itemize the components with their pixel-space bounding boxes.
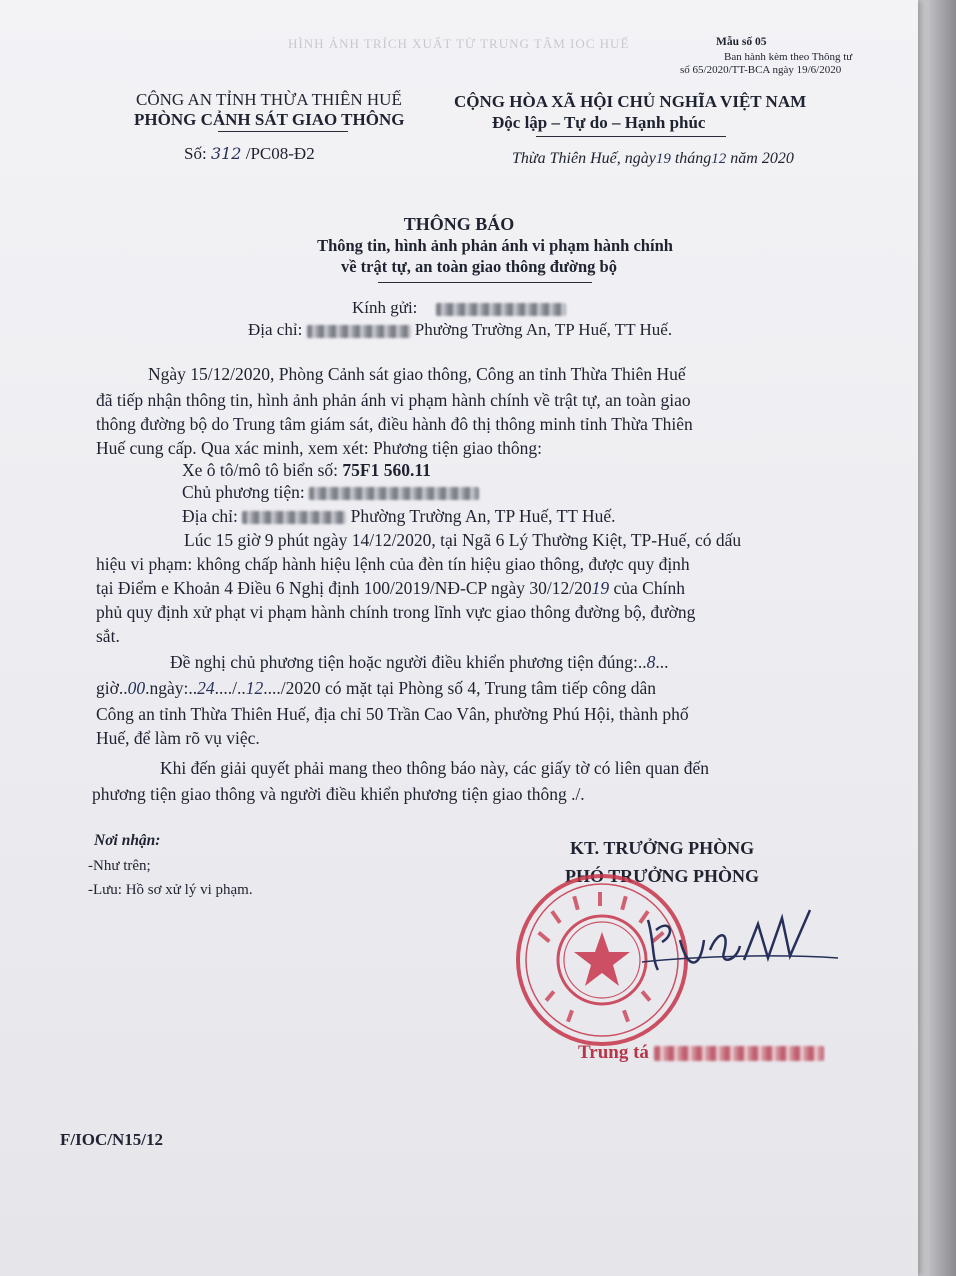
body-line <box>96 678 656 699</box>
vehicle-plate-value: 75F1 560.11 <box>342 460 431 480</box>
document-number-suffix: /PC08-Đ2 <box>245 144 315 163</box>
body-text: giờ.. <box>96 678 128 698</box>
receivers-title: Nơi nhận: <box>94 832 161 849</box>
recipient-address-tail: Phường Trường An, TP Huế, TT Huế. <box>414 320 673 339</box>
redacted-name <box>436 303 566 316</box>
date-year: năm 2020 <box>730 150 794 167</box>
body-line <box>170 652 669 673</box>
body-line: phủ quy định xử phạt vi phạm hành chính trong lĩnh vực giao thông đường bộ, đường <box>96 602 696 622</box>
body-line: Huế cung cấp. Qua xác minh, xem xét: Phương tiện giao thông: <box>96 438 542 458</box>
recipient-label: Kính gửi: <box>352 298 418 317</box>
title-underline <box>378 282 592 283</box>
recipient-address <box>248 320 672 340</box>
body-line: thông đường bộ do Trung tâm giám sát, điều hành đô thị thông minh tỉnh Thừa Thiên <box>96 414 693 434</box>
form-circular-number: số 65/2020/TT-BCA ngày 19/6/2020 <box>680 64 842 76</box>
redacted-address <box>307 325 411 338</box>
receivers-item: -Như trên; <box>88 858 151 874</box>
body-line: Huế, để làm rõ vụ việc. <box>96 728 260 748</box>
handwritten-minute: 00 <box>127 678 146 698</box>
body-text: của Chính <box>609 578 685 598</box>
vehicle-owner-label: Chủ phương tiện: <box>182 482 305 502</box>
agency-underline <box>218 131 348 132</box>
body-line: hiệu vi phạm: không chấp hành hiệu lệnh của đèn tín hiệu giao thông, được quy định <box>96 554 690 574</box>
redacted-signer-name <box>654 1046 824 1061</box>
date-month-handwritten: 12 <box>711 151 727 167</box>
form-number: Mẫu số 05 <box>716 36 767 48</box>
vehicle-plate-line <box>182 460 431 481</box>
footer-code: F/IOC/N15/12 <box>60 1130 163 1149</box>
body-line: Công an tỉnh Thừa Thiên Huế, địa chỉ 50 Trần Cao Vân, phường Phú Hội, thành phố <box>96 704 689 724</box>
handwritten-year: 19 <box>591 578 610 598</box>
vehicle-address-line <box>182 506 616 527</box>
handwritten-day: 24 <box>197 678 215 698</box>
signer-rank-name <box>578 1042 824 1064</box>
document-title: THÔNG BÁO <box>403 214 515 234</box>
body-line: Lúc 15 giờ 9 phút ngày 14/12/2020, tại Ngã 6 Lý Thường Kiệt, TP-Huế, có dấu <box>184 530 742 550</box>
document-number-label: Số: <box>184 144 207 163</box>
handwritten-signature-icon <box>640 900 840 980</box>
body-line: sắt. <box>96 626 120 646</box>
body-text: ..../2020 có mặt tại Phòng số 4, Trung tâm tiếp công dân <box>263 678 657 698</box>
body-text: ..../.. <box>214 678 246 698</box>
agency-name: PHÒNG CẢNH SÁT GIAO THÔNG <box>134 110 405 129</box>
redacted-owner <box>309 487 479 500</box>
handwritten-month: 12 <box>245 678 264 698</box>
receivers-item: -Lưu: Hồ sơ xử lý vi phạm. <box>88 882 253 898</box>
recipient-address-label: Địa chỉ: <box>248 320 303 339</box>
form-issued-by: Ban hành kèm theo Thông tư <box>724 51 853 63</box>
redacted-vehicle-address <box>242 511 346 524</box>
place-date-prefix: Thừa Thiên Huế, ngày <box>512 150 656 167</box>
body-text: tại Điểm e Khoản 4 Điều 6 Nghị định 100/2019/NĐ-CP ngày 30/12/20 <box>96 578 592 598</box>
motto-underline <box>536 136 726 137</box>
document-subtitle-1: Thông tin, hình ảnh phản ánh vi phạm hành chính <box>317 236 673 255</box>
document-number <box>184 144 315 164</box>
nation-name: CỘNG HÒA XÃ HỘI CHỦ NGHĨA VIỆT NAM <box>454 92 807 111</box>
recipient-line <box>352 298 566 318</box>
place-date <box>512 150 794 168</box>
agency-parent: CÔNG AN TỈNH THỪA THIÊN HUẾ <box>136 90 402 109</box>
document-subtitle-2: về trật tự, an toàn giao thông đường bộ <box>340 257 617 276</box>
body-line <box>96 578 685 599</box>
signer-rank: Trung tá <box>578 1042 649 1063</box>
vehicle-plate-label: Xe ô tô/mô tô biển số: <box>182 460 339 480</box>
background-sheet-edge <box>930 0 956 1276</box>
body-line: Khi đến giải quyết phải mang theo thông báo này, các giấy tờ có liên quan đến <box>160 758 710 778</box>
handwritten-hour: 8 <box>646 652 656 672</box>
signer-position: PHÓ TRƯỞNG PHÒNG <box>565 866 760 886</box>
body-text: Đề nghị chủ phương tiện hoặc người điều khiển phương tiện đúng:.. <box>170 652 647 672</box>
vehicle-address-tail: Phường Trường An, TP Huế, TT Huế. <box>350 506 616 526</box>
body-line: phương tiện giao thông và người điều khiển phương tiện giao thông ./. <box>92 784 585 804</box>
date-day-handwritten: 19 <box>655 151 671 167</box>
body-line: Ngày 15/12/2020, Phòng Cảnh sát giao thông, Công an tỉnh Thừa Thiên Huế <box>148 364 686 384</box>
watermark-text: HÌNH ẢNH TRÍCH XUẤT TỪ TRUNG TÂM IOC HUẾ <box>288 36 630 51</box>
date-month-label: tháng <box>674 150 712 167</box>
body-text: ... <box>655 652 669 672</box>
signer-title: KT. TRƯỞNG PHÒNG <box>570 838 755 858</box>
body-line: đã tiếp nhận thông tin, hình ảnh phản ánh vi phạm hành chính về trật tự, an toàn giao <box>96 390 691 410</box>
vehicle-address-label: Địa chỉ: <box>182 506 238 526</box>
document-number-handwritten: 312 <box>210 144 242 163</box>
nation-motto: Độc lập – Tự do – Hạnh phúc <box>492 113 706 132</box>
body-text: .ngày:.. <box>145 678 198 698</box>
vehicle-owner-line <box>182 482 479 503</box>
